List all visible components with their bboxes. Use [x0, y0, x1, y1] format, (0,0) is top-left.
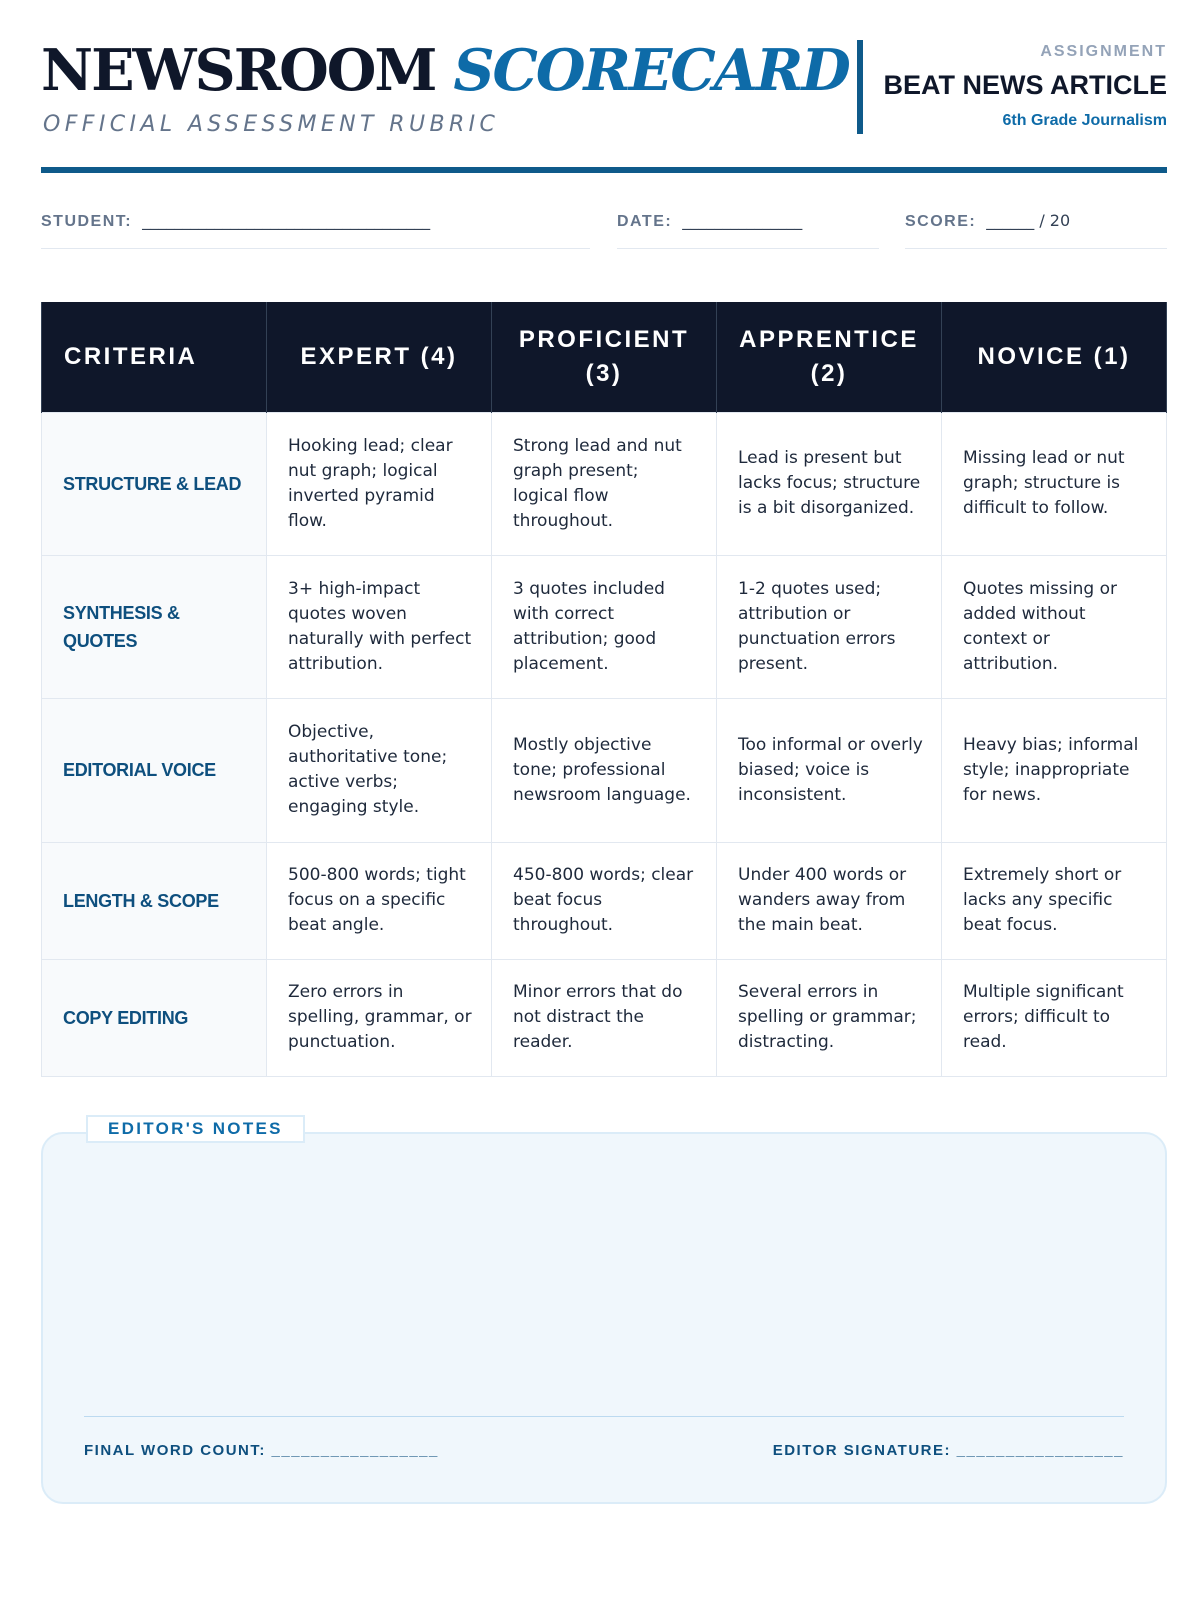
expert-descriptor: Hooking lead; clear nut graph; logical inverted pyramid flow. — [267, 412, 492, 555]
novice-descriptor: Quotes missing or added without context or attribution. — [942, 555, 1167, 698]
student-blank[interactable]: ____________________________________ — [142, 211, 431, 230]
table-row — [42, 698, 1167, 842]
criterion-name: EDITORIAL VOICE — [42, 698, 267, 842]
rubric-table — [41, 302, 1167, 1077]
assignment-block — [857, 40, 1167, 134]
table-row — [42, 842, 1167, 959]
expert-descriptor: 3+ high-impact quotes woven naturally with perfect attribution. — [267, 555, 492, 698]
proficient-descriptor: Strong lead and nut graph present; logical flow throughout. — [492, 412, 717, 555]
table-row — [42, 555, 1167, 698]
header-novice: NOVICE (1) — [942, 302, 1167, 412]
student-label: STUDENT: — [41, 213, 133, 230]
proficient-descriptor: 450-800 words; clear beat focus throughout. — [492, 842, 717, 959]
title-part-scorecard: SCORECARD — [453, 37, 849, 104]
expert-descriptor: Objective, authoritative tone; active verbs; engaging style. — [267, 698, 492, 842]
signature-label: EDITOR SIGNATURE: — [772, 1442, 951, 1459]
word-count-blank[interactable]: _________________ — [271, 1442, 439, 1459]
date-blank[interactable]: _______________ — [682, 211, 803, 230]
expert-descriptor: 500-800 words; tight focus on a specific beat angle. — [267, 842, 492, 959]
novice-descriptor: Extremely short or lacks any specific beat focus. — [942, 842, 1167, 959]
apprentice-descriptor: Lead is present but lacks focus; structure is a bit disorganized. — [717, 412, 942, 555]
title-part-newsroom: NEWSROOM — [41, 37, 436, 104]
header-expert: EXPERT (4) — [267, 302, 492, 412]
student-field[interactable] — [41, 211, 590, 249]
proficient-descriptor: Minor errors that do not distract the reader. — [492, 959, 717, 1076]
header-criteria: CRITERIA — [42, 302, 267, 412]
signature-blank[interactable]: _________________ — [956, 1442, 1124, 1459]
apprentice-descriptor: Several errors in spelling or grammar; distracting. — [717, 959, 942, 1076]
assignment-title: BEAT NEWS ARTICLE — [883, 70, 1167, 100]
criterion-name: STRUCTURE & LEAD — [42, 412, 267, 555]
word-count-label: FINAL WORD COUNT: — [84, 1442, 266, 1459]
notes-divider — [84, 1416, 1124, 1417]
score-blank[interactable]: ______ / 20 — [986, 211, 1071, 230]
expert-descriptor: Zero errors in spelling, grammar, or punctuation. — [267, 959, 492, 1076]
page-header — [41, 37, 1167, 140]
criterion-name: SYNTHESIS & QUOTES — [42, 555, 267, 698]
header-proficient: PROFICIENT (3) — [492, 302, 717, 412]
page-subtitle: OFFICIAL ASSESSMENT RUBRIC — [43, 112, 500, 137]
criterion-name: COPY EDITING — [42, 959, 267, 1076]
score-label: SCORE: — [905, 213, 977, 230]
score-field[interactable] — [905, 211, 1167, 249]
date-field[interactable] — [617, 211, 879, 249]
page-title — [41, 37, 849, 104]
header-apprentice: APPRENTICE (2) — [717, 302, 942, 412]
proficient-descriptor: Mostly objective tone; professional newsroom language. — [492, 698, 717, 842]
date-label: DATE: — [617, 213, 673, 230]
assignment-grade: 6th Grade Journalism — [1002, 112, 1167, 129]
header-divider — [41, 167, 1167, 173]
novice-descriptor: Missing lead or nut graph; structure is difficult to follow. — [942, 412, 1167, 555]
assignment-label: ASSIGNMENT — [1040, 43, 1167, 60]
criterion-name: LENGTH & SCOPE — [42, 842, 267, 959]
apprentice-descriptor: Too informal or overly biased; voice is inconsistent. — [717, 698, 942, 842]
table-row — [42, 412, 1167, 555]
novice-descriptor: Heavy bias; informal style; inappropriate for news. — [942, 698, 1167, 842]
table-row — [42, 959, 1167, 1076]
final-word-count-field[interactable] — [84, 1442, 439, 1459]
editors-notes-box[interactable] — [41, 1119, 1167, 1504]
editor-signature-field[interactable] — [773, 1442, 1124, 1459]
apprentice-descriptor: Under 400 words or wanders away from the main beat. — [717, 842, 942, 959]
proficient-descriptor: 3 quotes included with correct attribution; good placement. — [492, 555, 717, 698]
novice-descriptor: Multiple significant errors; difficult to read. — [942, 959, 1167, 1076]
rubric-header-row — [42, 302, 1167, 412]
apprentice-descriptor: 1-2 quotes used; attribution or punctuation errors present. — [717, 555, 942, 698]
editors-notes-tab: EDITOR'S NOTES — [86, 1115, 305, 1143]
